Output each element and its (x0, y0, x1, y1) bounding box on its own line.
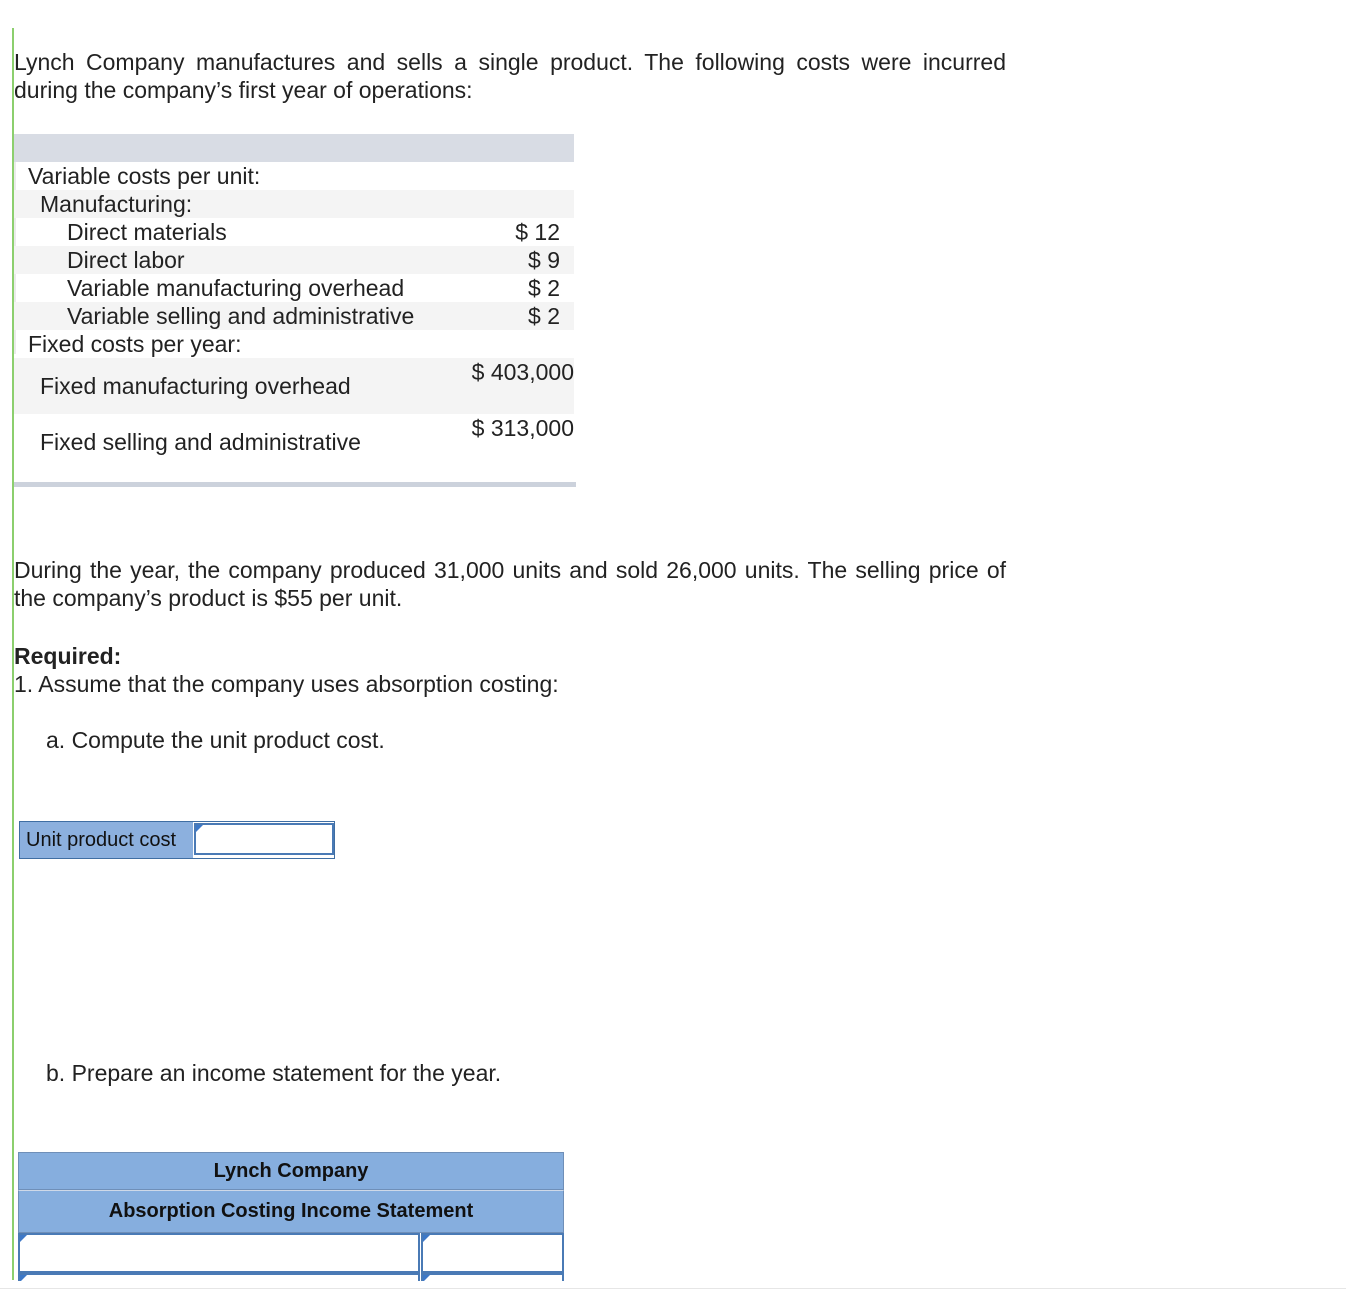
cost-row-value: $ 313,000 (471, 415, 574, 441)
cost-row-label: Direct labor (67, 247, 185, 273)
unit-product-cost-row (19, 821, 335, 859)
statement-amount-input[interactable] (421, 1233, 564, 1273)
statement-title: Absorption Costing Income Statement (18, 1190, 564, 1233)
unit-product-cost-label: Unit product cost (20, 822, 193, 858)
required-item-1: 1. Assume that the company uses absorption costing: (14, 671, 559, 697)
statement-row (18, 1273, 564, 1281)
statement-amount-input[interactable] (421, 1273, 564, 1281)
cost-row-variable-selling-admin (14, 302, 574, 330)
cost-row-direct-labor (14, 246, 574, 274)
cost-row-label: Fixed manufacturing overhead (40, 373, 351, 399)
cost-row-value: $ 2 (528, 275, 560, 301)
cost-row-value: $ 9 (528, 247, 560, 273)
fixed-costs-heading: Fixed costs per year: (28, 331, 242, 357)
production-text: During the year, the company produced 31,000 units and sold 26,000 units. The selling price of the company’s product is $55 per unit. (14, 557, 1006, 611)
unit-product-cost-input[interactable] (194, 823, 334, 855)
cost-row-fixed-mfg-overhead (14, 358, 574, 414)
manufacturing-heading: Manufacturing: (40, 191, 193, 217)
input-flag-icon (20, 1235, 27, 1242)
cost-table-footer-rule (14, 482, 576, 487)
required-part-b: b. Prepare an income statement for the year. (46, 1060, 502, 1086)
variable-costs-heading: Variable costs per unit: (28, 163, 261, 189)
cost-row-direct-materials (14, 218, 574, 246)
cost-row-label: Direct materials (67, 219, 227, 245)
cost-row-value: $ 12 (515, 219, 560, 245)
cost-row-fixed-selling-admin (14, 414, 574, 470)
input-flag-icon (423, 1235, 430, 1242)
intro-text: Lynch Company manufactures and sells a single product. The following costs were incurred during the company’s first year of operations: (14, 49, 1006, 103)
cost-row-value: $ 2 (528, 303, 560, 329)
statement-label-input[interactable] (18, 1233, 420, 1273)
cost-table (14, 134, 574, 470)
statement-company-name: Lynch Company (18, 1152, 564, 1190)
bottom-divider (0, 1288, 1346, 1289)
required-part-a: a. Compute the unit product cost. (46, 727, 385, 753)
cost-row-label: Variable selling and administrative (67, 303, 415, 329)
cost-row-label: Fixed selling and administrative (40, 429, 361, 455)
cost-table-header (14, 134, 574, 162)
statement-label-input[interactable] (18, 1273, 420, 1281)
cost-row-label: Variable manufacturing overhead (67, 275, 405, 301)
input-flag-icon (20, 1275, 27, 1281)
statement-row (18, 1233, 564, 1273)
input-flag-icon (423, 1275, 430, 1281)
cost-row-value: $ 403,000 (471, 359, 574, 385)
required-heading: Required: (14, 643, 122, 669)
income-statement (18, 1152, 564, 1281)
cost-row-variable-mfg-overhead (14, 274, 574, 302)
input-flag-icon (196, 825, 203, 832)
